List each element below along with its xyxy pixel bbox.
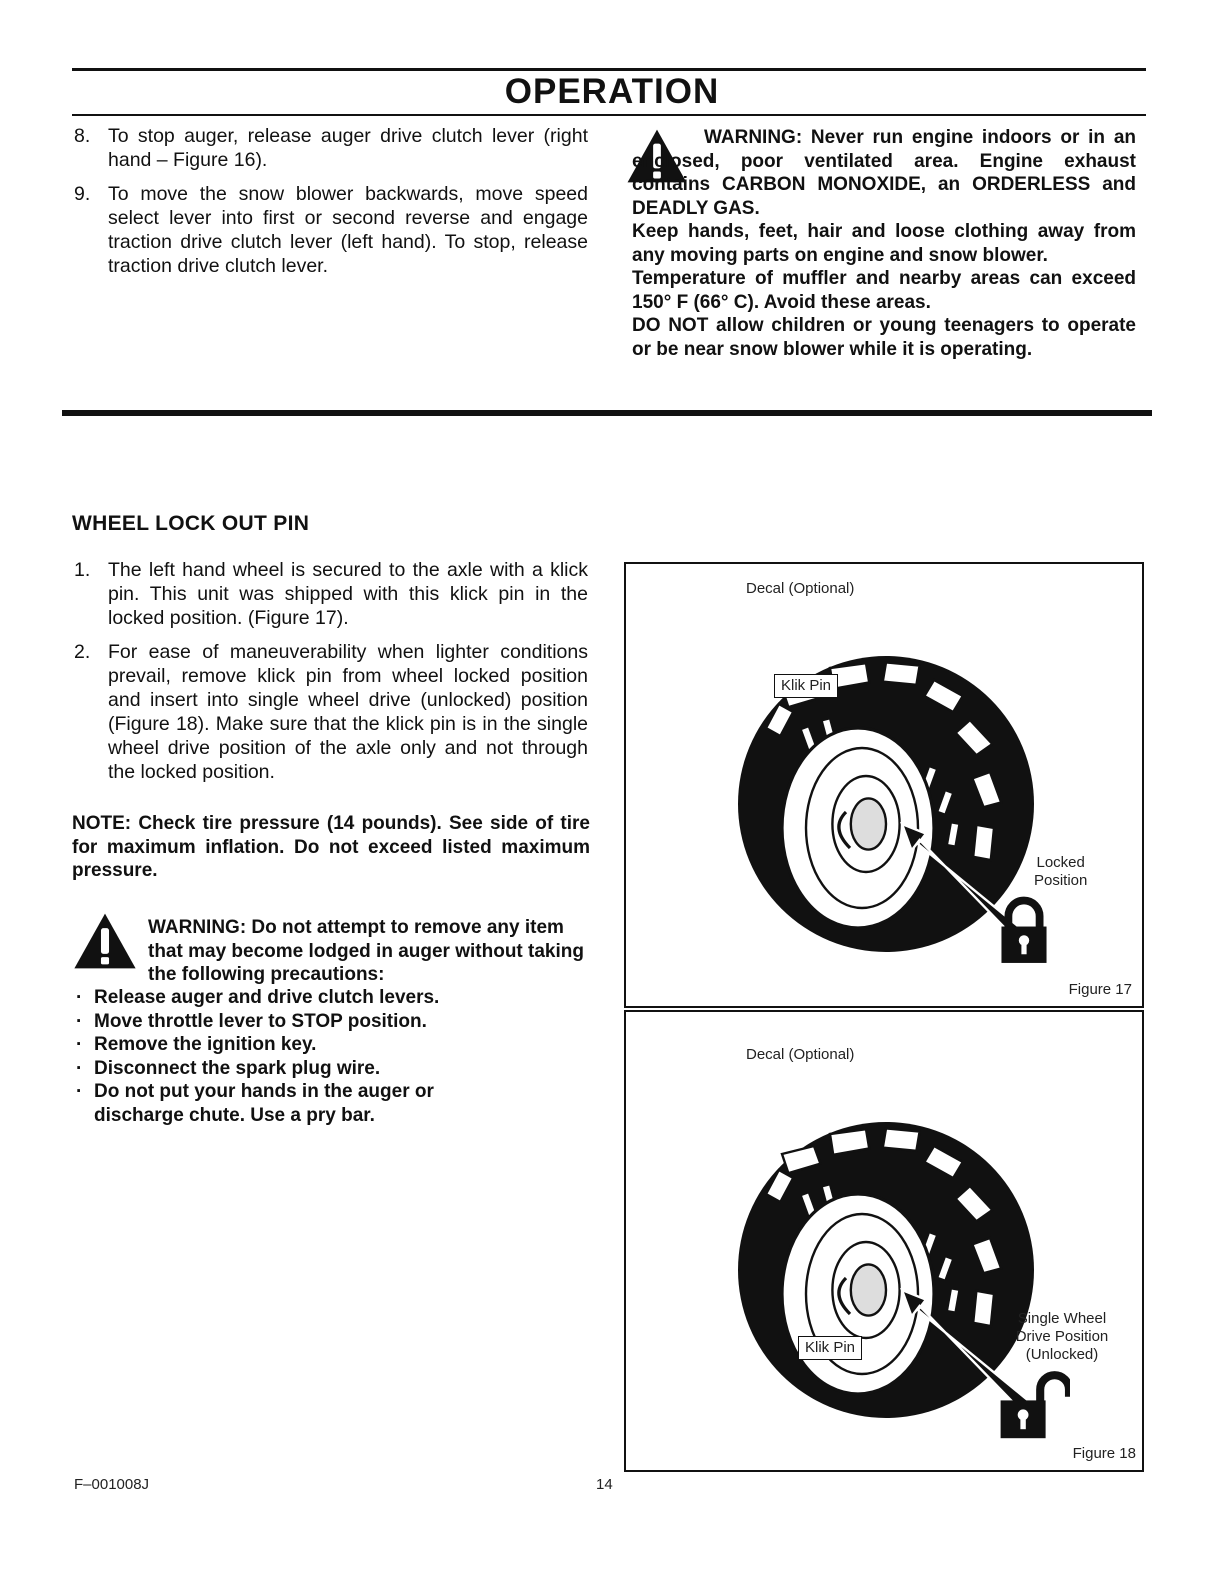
top-warning-hands: Keep hands, feet, hair and loose clothing away from any moving parts on engine and snow blower. (632, 221, 1136, 266)
step-text: To stop auger, release auger drive clutch lever (right hand – Figure 16). (108, 125, 588, 171)
top-steps (74, 124, 588, 288)
figure-caption: Figure 18 (1072, 1445, 1136, 1462)
position-line: Drive Position (1015, 1328, 1109, 1345)
top-warning-lead: WARNING: Never run engine indoors or in an enclosed, poor ventilated area. Engine exhaust contains CARBON MONOXIDE, an ORDERLESS and DEADLY GAS. (632, 127, 1136, 219)
figure-18 (624, 1010, 1144, 1472)
step-1 (74, 558, 588, 630)
step-text: The left hand wheel is secured to the axle with a klick pin. This unit was shipped with this klick pin in the locked position. (Figure 17). (108, 559, 588, 629)
klik-pin-label: Klik Pin (798, 1336, 862, 1360)
unlocked-position-label (1012, 1310, 1112, 1364)
figure-17 (624, 562, 1144, 1008)
top-warning-temperature: Temperature of muffler and nearby areas can exceed 150° F (66° C). Avoid these areas. (632, 268, 1136, 313)
top-warning-children: DO NOT allow children or young teenagers to operate or be near snow blower while it is operating. (632, 315, 1136, 360)
step-number: 8. (74, 125, 91, 147)
tire-pressure-note: NOTE: Check tire pressure (14 pounds). See side of tire for maximum inflation. Do not exceed listed maximum pressure. (72, 813, 590, 881)
position-line: (Unlocked) (1025, 1346, 1099, 1363)
figure-caption: Figure 17 (1068, 981, 1132, 998)
decal-label: Decal (Optional) (746, 1046, 855, 1063)
precaution-item: · Do not put your hands in the auger or discharge chute. Use a pry bar. (74, 1080, 504, 1127)
section-heading: WHEEL LOCK OUT PIN (72, 512, 310, 535)
position-line: Position (1034, 872, 1088, 889)
warning-triangle-icon (72, 912, 138, 970)
unlocked-padlock-icon (996, 1368, 1070, 1440)
decal-label: Decal (Optional) (746, 580, 855, 597)
auger-warning-lead: WARNING: Do not attempt to remove any item that may become lodged in auger without taking the following precautions: (148, 917, 584, 985)
wheel-steps (74, 558, 588, 794)
klik-pin-label: Klik Pin (774, 674, 838, 698)
step-number: 9. (74, 183, 91, 205)
auger-warning-precautions (74, 986, 504, 1127)
locked-padlock-icon (998, 894, 1050, 966)
position-line: Locked (1036, 854, 1085, 871)
header-top-rule (72, 68, 1146, 71)
step-9 (74, 182, 588, 278)
page-number: 14 (596, 1476, 613, 1493)
step-number: 1. (74, 559, 91, 581)
step-8 (74, 124, 588, 172)
step-2 (74, 640, 588, 784)
page-title: OPERATION (504, 72, 720, 111)
step-text: To move the snow blower backwards, move speed select lever into first or second reverse and engage traction drive clutch lever (left hand). To stop, release traction drive clutch lever. (108, 183, 588, 277)
section-divider (62, 410, 1152, 416)
header-bottom-rule (72, 114, 1146, 116)
step-number: 2. (74, 641, 91, 663)
precaution-item: · Disconnect the spark plug wire. (74, 1057, 504, 1081)
locked-position-label (1034, 854, 1087, 890)
document-code: F–001008J (74, 1476, 150, 1493)
precaution-item: · Remove the ignition key. (74, 1033, 504, 1057)
precaution-item: · Move throttle lever to STOP position. (74, 1010, 504, 1034)
top-warning (632, 126, 1136, 361)
position-line: Single Wheel (1017, 1310, 1107, 1327)
step-text: For ease of maneuverability when lighter conditions prevail, remove klick pin from wheel locked position and insert into single wheel drive (unlocked) position (Figure 18). Make sure that the klick pin is in the single wheel drive position of the axle only and not through the locked position. (108, 641, 588, 783)
precaution-item: · Release auger and drive clutch levers. (74, 986, 504, 1010)
